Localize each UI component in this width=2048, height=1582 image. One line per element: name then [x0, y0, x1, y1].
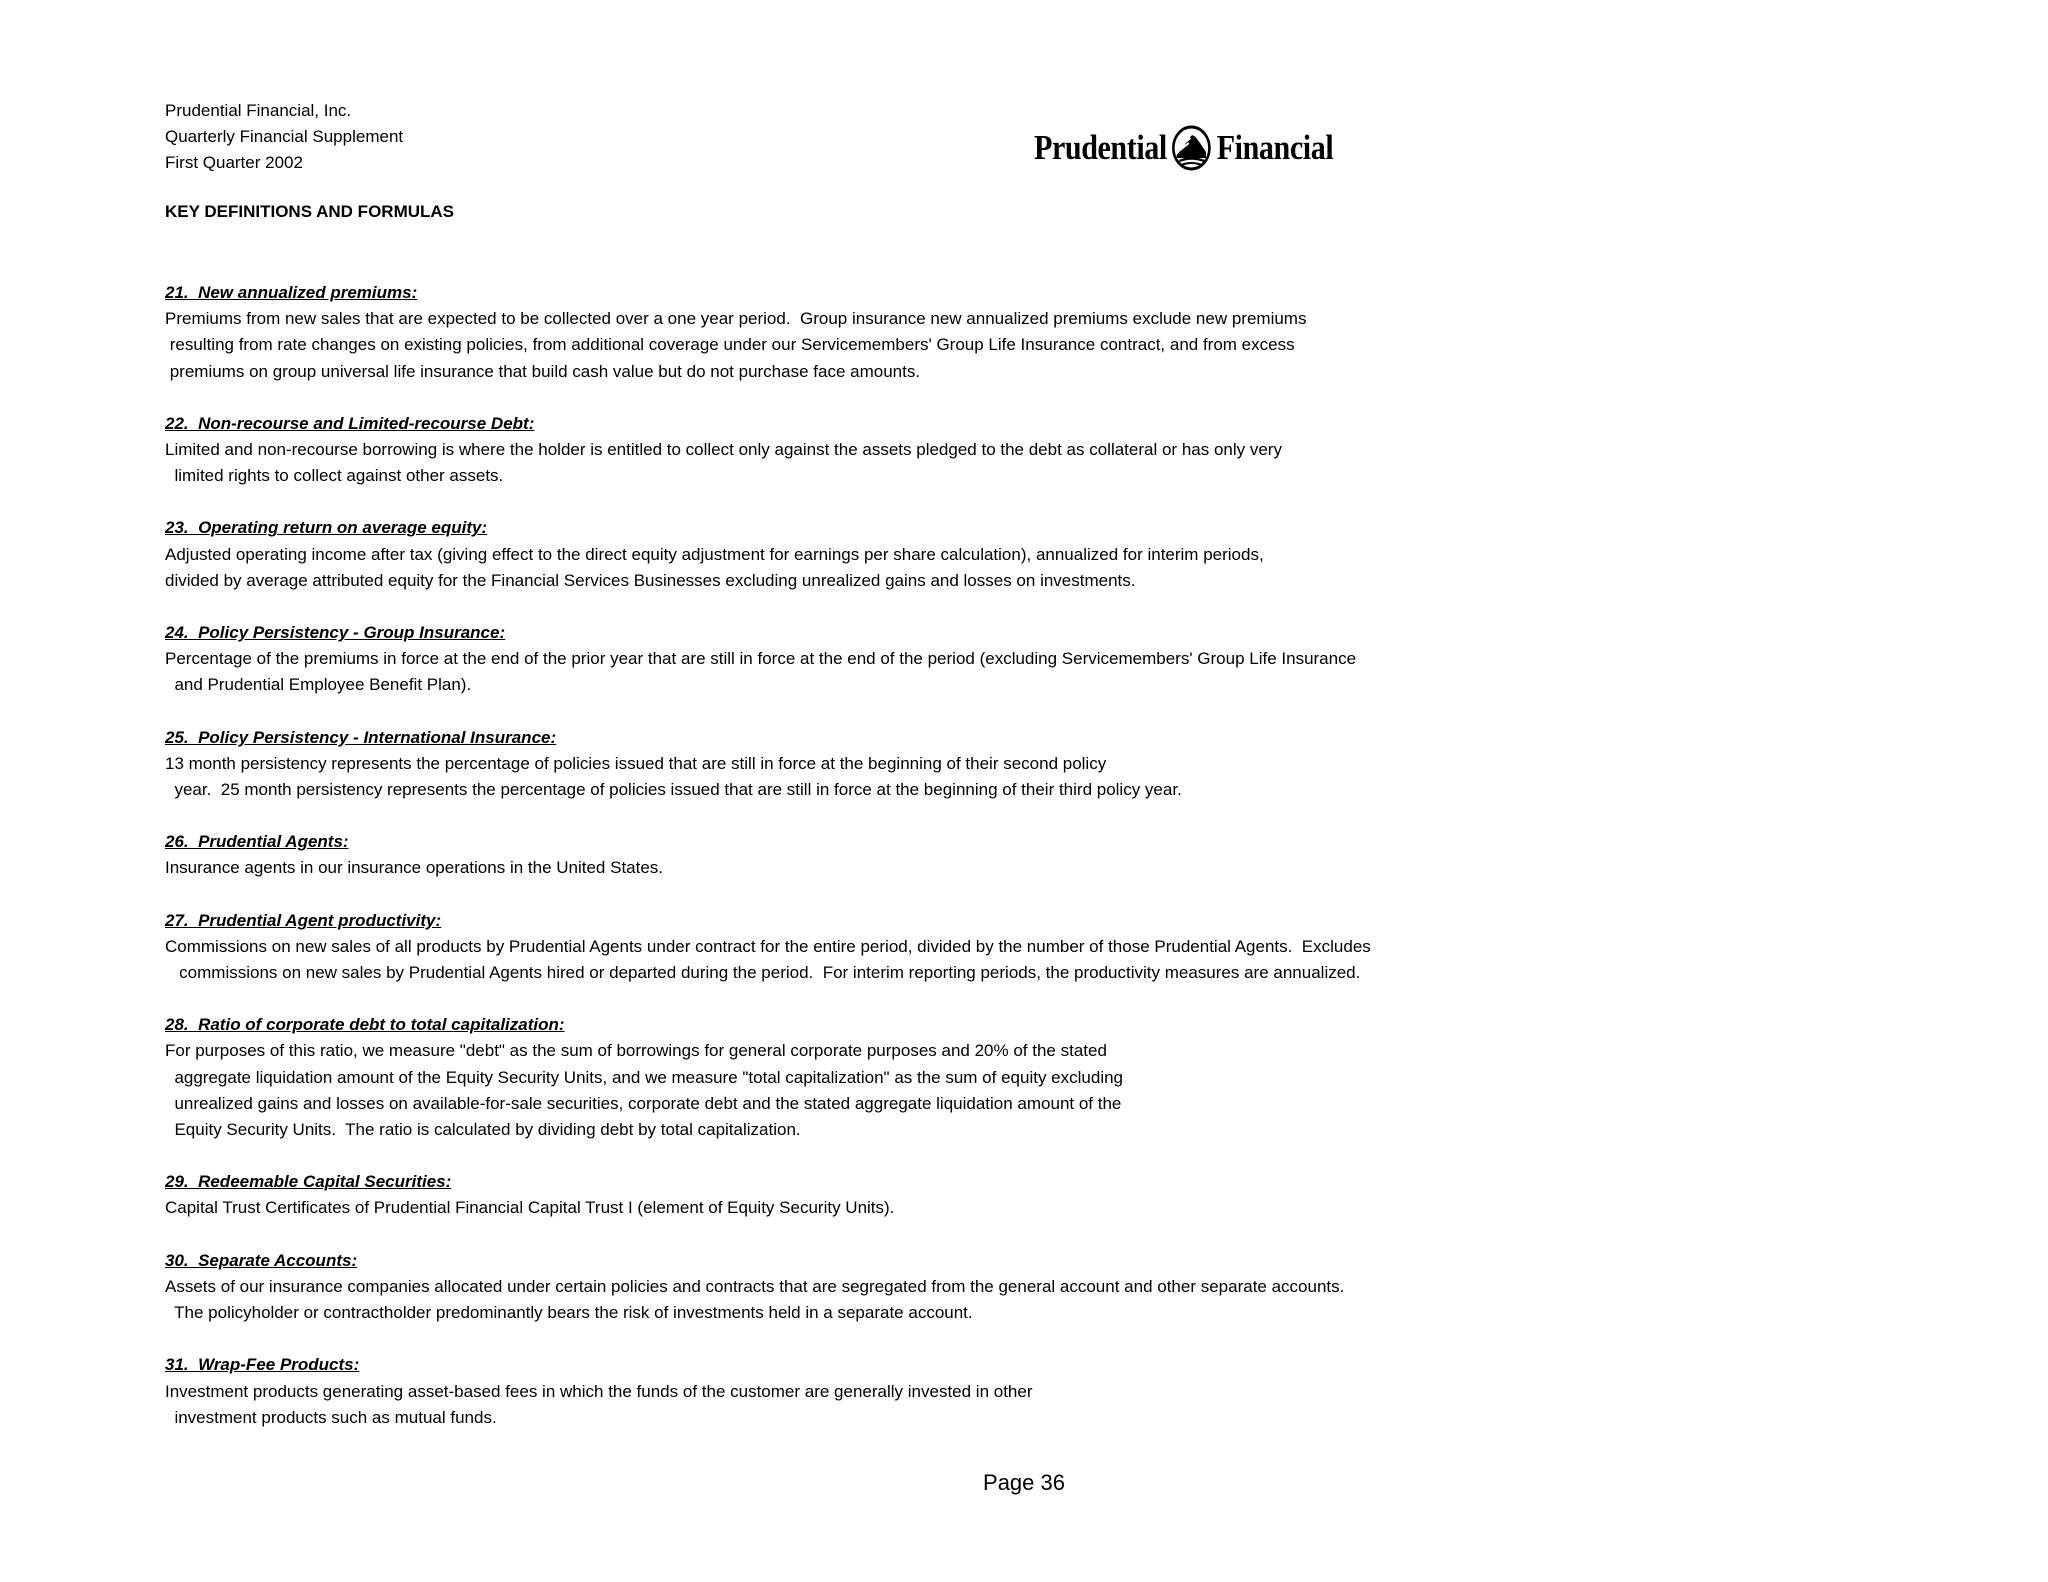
section-title: KEY DEFINITIONS AND FORMULAS: [165, 202, 455, 221]
logo-word-left: Prudential: [1034, 128, 1167, 167]
definition-line: investment products such as mutual funds.: [165, 1407, 497, 1427]
definitions-list: [165, 280, 1405, 1457]
definition-line: Commissions on new sales of all products by Prudential Agents under contract for the entire period, divided by the number of those Prudential Agents. Excludes: [165, 936, 1371, 956]
definition-title: 22. Non-recourse and Limited-recourse Debt:: [165, 413, 535, 433]
definition-title: 29. Redeemable Capital Securities:: [165, 1172, 452, 1192]
definition-item: [165, 620, 1405, 699]
definition-title: 31. Wrap-Fee Products:: [165, 1355, 360, 1375]
definition-line: The policyholder or contractholder predominantly bears the risk of investments held in a separate account.: [165, 1303, 973, 1323]
definition-line: Assets of our insurance companies allocated under certain policies and contracts that are segregated from the general account and other separate accounts.: [165, 1276, 1345, 1296]
definition-title: 28. Ratio of corporate debt to total capitalization:: [165, 1015, 565, 1035]
definition-title: 26. Prudential Agents:: [165, 832, 349, 852]
definition-line: limited rights to collect against other assets.: [165, 466, 504, 486]
definition-line: divided by average attributed equity for the Financial Services Businesses excluding unrealized gains and losses on investments.: [165, 570, 1136, 590]
definition-line: Adjusted operating income after tax (giving effect to the direct equity adjustment for earnings per share calculation), annualized for interim periods,: [165, 544, 1264, 564]
definition-line: year. 25 month persistency represents the percentage of policies issued that are still in force at the beginning of their third policy year.: [165, 780, 1182, 800]
company-name: Prudential Financial, Inc.: [165, 101, 352, 120]
definition-item: [165, 1169, 1405, 1221]
definition-line: resulting from rate changes on existing policies, from additional coverage under our Servicemembers' Group Life Insurance contract, and from excess: [165, 335, 1295, 355]
definition-line: aggregate liquidation amount of the Equity Security Units, and we measure "total capitalization" as the sum of equity excluding: [165, 1067, 1124, 1087]
definition-item: [165, 908, 1405, 987]
definition-line: Limited and non-recourse borrowing is where the holder is entitled to collect only against the assets pledged to the debt as collateral or has only very: [165, 440, 1282, 460]
definition-line: Investment products generating asset-based fees in which the funds of the customer are generally invested in other: [165, 1381, 1033, 1401]
definition-line: Insurance agents in our insurance operations in the United States.: [165, 858, 664, 878]
definition-title: 23. Operating return on average equity:: [165, 518, 488, 538]
definition-title: 27. Prudential Agent productivity:: [165, 910, 442, 930]
definition-item: [165, 725, 1405, 804]
definition-item: [165, 1248, 1405, 1327]
definition-item: [165, 1012, 1405, 1143]
definition-title: 30. Separate Accounts:: [165, 1250, 358, 1270]
prudential-financial-logo: [1034, 124, 1333, 172]
definition-title: 25. Policy Persistency - International Insurance:: [165, 727, 557, 747]
page-number: Page 36: [983, 1470, 1065, 1495]
report-name: Quarterly Financial Supplement: [165, 127, 404, 146]
document-header: [165, 98, 403, 176]
definition-line: premiums on group universal life insurance that build cash value but do not purchase face amounts.: [165, 361, 921, 381]
report-period: First Quarter 2002: [165, 153, 303, 172]
definition-item: [165, 515, 1405, 594]
definition-line: Premiums from new sales that are expected to be collected over a one year period. Group insurance new annualized premiums exclude new premiums: [165, 309, 1307, 329]
definition-item: [165, 280, 1405, 385]
definition-line: For purposes of this ratio, we measure "debt" as the sum of borrowings for general corporate purposes and 20% of the stated: [165, 1041, 1107, 1061]
logo-word-right: Financial: [1216, 128, 1334, 167]
definition-line: Equity Security Units. The ratio is calculated by dividing debt by total capitalization.: [165, 1120, 801, 1140]
definition-line: and Prudential Employee Benefit Plan).: [165, 675, 472, 695]
definition-line: commissions on new sales by Prudential Agents hired or departed during the period. For interim reporting periods, the productivity measures are annualized.: [165, 963, 1361, 983]
rock-of-gibraltar-icon: [1172, 125, 1212, 171]
definition-title: 21. New annualized premiums:: [165, 283, 418, 302]
definition-title: 24. Policy Persistency - Group Insurance:: [165, 623, 506, 643]
definition-item: [165, 411, 1405, 490]
definition-line: 13 month persistency represents the percentage of policies issued that are still in force at the beginning of their second policy: [165, 753, 1107, 773]
definition-line: Percentage of the premiums in force at the end of the prior year that are still in force at the end of the period (excluding Servicemembers' Group Life Insurance: [165, 649, 1357, 669]
definition-item: [165, 1352, 1405, 1431]
definition-line: Capital Trust Certificates of Prudential Financial Capital Trust I (element of Equity Security Units).: [165, 1198, 895, 1218]
definition-line: unrealized gains and losses on available-for-sale securities, corporate debt and the stated aggregate liquidation amount of the: [165, 1093, 1122, 1113]
definition-item: [165, 829, 1405, 881]
